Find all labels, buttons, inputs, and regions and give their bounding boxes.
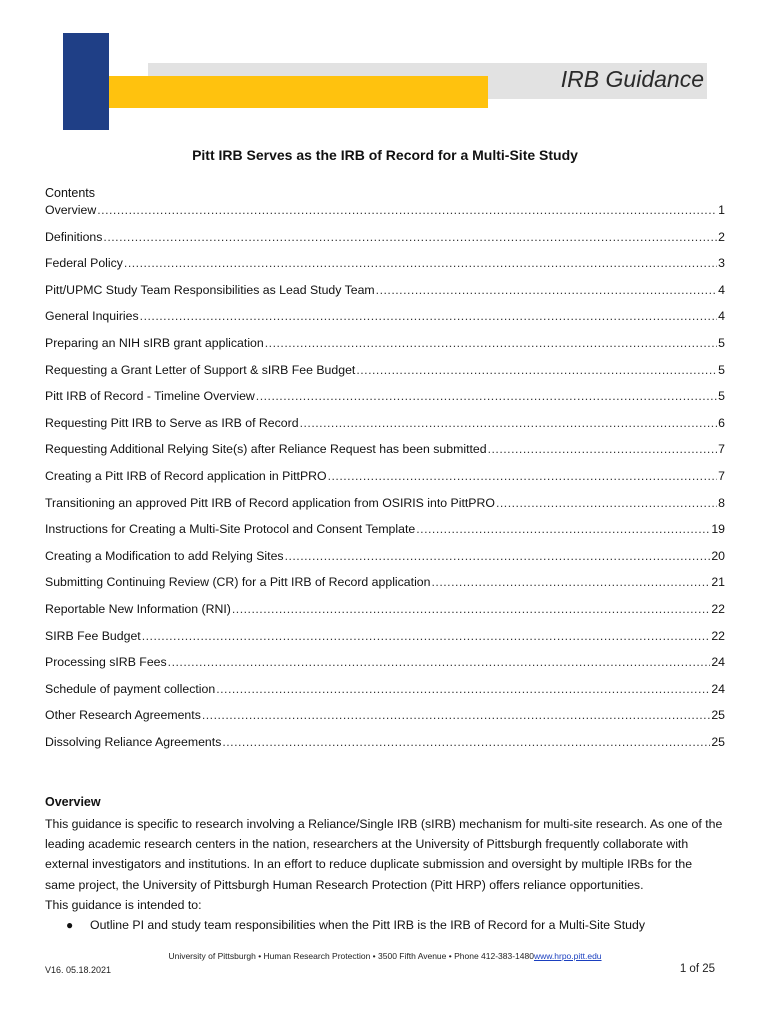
- toc-entry[interactable]: [45, 389, 725, 416]
- toc-leader-dots: [285, 549, 711, 563]
- toc-leader-dots: [232, 602, 710, 616]
- toc-entry[interactable]: [45, 416, 725, 443]
- toc-entry[interactable]: [45, 442, 725, 469]
- toc-leader-dots: [222, 735, 710, 749]
- toc-entry-page: 19: [711, 522, 725, 537]
- toc-leader-dots: [97, 203, 717, 217]
- toc-entry-page: 4: [718, 282, 725, 297]
- toc-entry-page: 24: [711, 681, 725, 696]
- toc-entry-label: Dissolving Reliance Agreements: [45, 734, 222, 749]
- toc-entry-label: General Inquiries: [45, 309, 139, 324]
- toc-entry-label: Creating a Pitt IRB of Record application in PittPRO: [45, 468, 327, 483]
- toc-leader-dots: [168, 655, 711, 669]
- toc-entry[interactable]: [45, 735, 725, 762]
- toc-entry[interactable]: [45, 602, 725, 629]
- toc-entry-page: 6: [718, 415, 725, 430]
- toc-entry-label: Submitting Continuing Review (CR) for a Pitt IRB of Record application: [45, 575, 431, 590]
- toc-entry-label: SIRB Fee Budget: [45, 628, 141, 643]
- overview-body: [45, 814, 725, 935]
- toc-leader-dots: [488, 442, 718, 456]
- toc-leader-dots: [376, 283, 717, 297]
- toc-leader-dots: [328, 469, 718, 483]
- toc-entry-page: 24: [711, 655, 725, 670]
- footer-link[interactable]: www.hrpo.pitt.edu: [533, 951, 602, 961]
- toc-entry-label: Preparing an NIH sIRB grant application: [45, 335, 264, 350]
- banner-title: IRB Guidance: [560, 66, 704, 92]
- toc-entry-label: Requesting Additional Relying Site(s) after Reliance Request has been submitted: [45, 442, 487, 457]
- toc-entry-page: 22: [711, 628, 725, 643]
- toc-entry-page: 7: [718, 442, 725, 457]
- toc-entry[interactable]: [45, 496, 725, 523]
- toc-entry-page: 25: [711, 734, 725, 749]
- toc-leader-dots: [202, 708, 710, 722]
- banner-blue-block: [63, 33, 109, 130]
- footer-text: University of Pittsburgh • Human Research Protection • 3500 Fifth Avenue • Phone 412-383-1480: [168, 951, 534, 961]
- toc-entry-label: Federal Policy: [45, 256, 123, 271]
- toc-entry[interactable]: [45, 230, 725, 257]
- toc-leader-dots: [416, 522, 710, 536]
- toc-entry-label: Requesting Pitt IRB to Serve as IRB of Record: [45, 415, 299, 430]
- toc-entry-page: 3: [718, 256, 725, 271]
- toc-entry-page: 1: [718, 203, 725, 217]
- toc-entry-label: Pitt/UPMC Study Team Responsibilities as Lead Study Team: [45, 282, 375, 297]
- toc-leader-dots: [256, 389, 717, 403]
- toc-leader-dots: [356, 363, 717, 377]
- toc-entry-label: Schedule of payment collection: [45, 681, 216, 696]
- toc-entry-label: Definitions: [45, 229, 103, 244]
- toc-entry-page: 20: [711, 548, 725, 563]
- toc-leader-dots: [103, 230, 717, 244]
- footer: [0, 951, 770, 961]
- bullet-icon: ●: [66, 918, 74, 933]
- toc-leader-dots: [140, 309, 718, 323]
- toc-entry[interactable]: [45, 283, 725, 310]
- contents-heading: Contents: [45, 186, 96, 200]
- toc-entry-page: 25: [711, 708, 725, 723]
- bullet-item: [45, 915, 725, 935]
- toc-entry[interactable]: [45, 469, 725, 496]
- table-of-contents: [45, 203, 725, 761]
- toc-entry-label: Overview: [45, 203, 97, 217]
- toc-entry[interactable]: [45, 336, 725, 363]
- toc-entry[interactable]: [45, 256, 725, 283]
- toc-entry-page: 2: [718, 229, 725, 244]
- toc-leader-dots: [265, 336, 717, 350]
- toc-entry-label: Reportable New Information (RNI): [45, 601, 231, 616]
- toc-entry[interactable]: [45, 363, 725, 390]
- overview-bullets: [45, 915, 725, 935]
- toc-entry-label: Other Research Agreements: [45, 708, 201, 723]
- bullet-text: Outline PI and study team responsibilities when the Pitt IRB is the IRB of Record for a Multi-Site Study: [90, 918, 645, 933]
- toc-entry-label: Pitt IRB of Record - Timeline Overview: [45, 389, 255, 404]
- toc-entry-label: Creating a Modification to add Relying Sites: [45, 548, 284, 563]
- overview-paragraph: This guidance is specific to research involving a Reliance/Single IRB (sIRB) mechanism for multi-site research. As one of the leading academic research centers in the nation, researchers at the University of Pittsburgh frequently collaborate with external investigators and institutions. In an effort to reduce duplicate submission and oversight by multiple IRBs for the same project, the University of Pittsburgh Human Research Protection (Pitt HRP) offers reliance opportunities.: [45, 817, 723, 892]
- toc-leader-dots: [300, 416, 718, 430]
- toc-leader-dots: [431, 575, 710, 589]
- toc-entry-label: Transitioning an approved Pitt IRB of Record application from OSIRIS into PittPRO: [45, 495, 495, 510]
- toc-entry[interactable]: [45, 549, 725, 576]
- overview-intro: This guidance is intended to:: [45, 897, 202, 912]
- toc-entry[interactable]: [45, 522, 725, 549]
- overview-heading: Overview: [45, 795, 101, 809]
- toc-entry-label: Processing sIRB Fees: [45, 655, 167, 670]
- version-label: V16. 05.18.2021: [45, 965, 112, 975]
- toc-entry[interactable]: [45, 629, 725, 656]
- toc-entry-page: 5: [718, 362, 725, 377]
- toc-entry[interactable]: [45, 708, 725, 735]
- toc-entry-page: 22: [711, 601, 725, 616]
- toc-leader-dots: [496, 496, 717, 510]
- toc-entry-page: 8: [718, 495, 725, 510]
- page-number: 1 of 25: [679, 963, 715, 975]
- toc-entry-page: 5: [718, 389, 725, 404]
- banner-gold-bar: [109, 76, 488, 108]
- toc-entry-page: 4: [718, 309, 725, 324]
- toc-leader-dots: [216, 682, 710, 696]
- toc-entry[interactable]: [45, 575, 725, 602]
- toc-entry[interactable]: [45, 203, 725, 230]
- toc-entry-page: 7: [718, 468, 725, 483]
- toc-leader-dots: [142, 629, 711, 643]
- toc-entry-page: 5: [718, 335, 725, 350]
- toc-entry[interactable]: [45, 309, 725, 336]
- toc-entry-page: 21: [711, 575, 725, 590]
- toc-entry[interactable]: [45, 682, 725, 709]
- toc-leader-dots: [124, 256, 717, 270]
- toc-entry-label: Requesting a Grant Letter of Support & sIRB Fee Budget: [45, 362, 356, 377]
- document-title: Pitt IRB Serves as the IRB of Record for a Multi-Site Study: [192, 147, 578, 163]
- toc-entry-label: Instructions for Creating a Multi-Site Protocol and Consent Template: [45, 522, 416, 537]
- toc-entry[interactable]: [45, 655, 725, 682]
